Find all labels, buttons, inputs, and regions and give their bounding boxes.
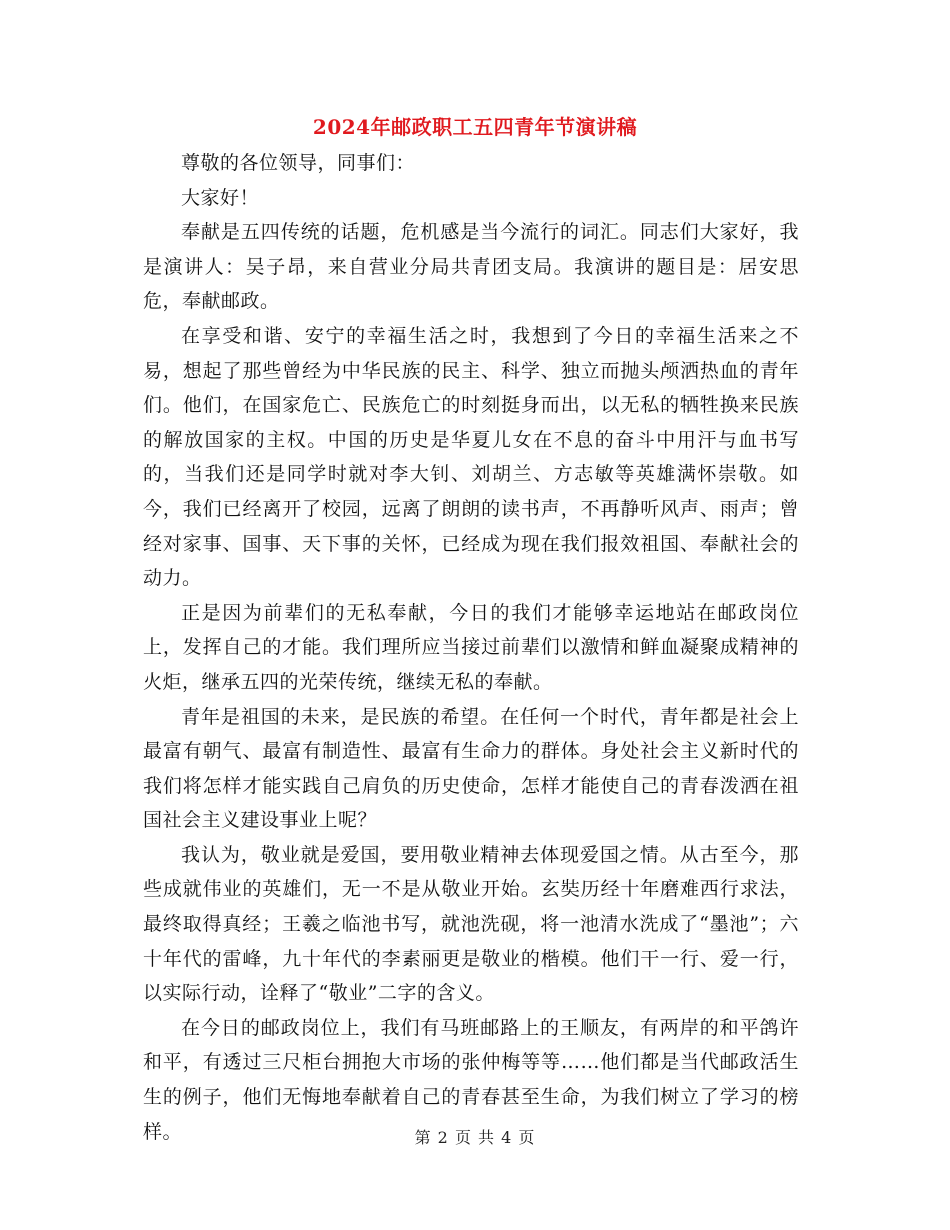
body-paragraph: 奉献是五四传统的话题，危机感是当今流行的词汇。同志们大家好，我是演讲人：吴子昂，来自营业分局共青团支局。我演讲的题目是：居安思危，奉献邮政。 [143,221,799,313]
body-paragraph: 在今日的邮政岗位上，我们有马班邮路上的王顺友，有两岸的和平鸽许和平，有透过三尺柜台拥抱大市场的张仲梅等等……他们都是当代邮政活生生的例子，他们无悔地奉献着自己的青春甚至生命，为我们树立了学习的榜样。 [143,1016,799,1143]
body-paragraph: 在享受和谐、安宁的幸福生活之时，我想到了今日的幸福生活来之不易，想起了那些曾经为中华民族的民主、科学、独立而抛头颅洒热血的青年们。他们，在国家危亡、民族危亡的时刻挺身而出，以无私的牺牲换来民族的解放国家的主权。中国的历史是华夏儿女在不息的奋斗中用汗与血书写的，当我们还是同学时就对李大钊、刘胡兰、方志敏等英雄满怀崇敬。如今，我们已经离开了校园，远离了朗朗的读书声，不再静听风声、雨声；曾经对家事、国事、天下事的关怀，已经成为现在我们报效祖国、奉献社会的动力。 [143,324,799,590]
body-paragraph: 青年是祖国的未来，是民族的希望。在任何一个时代，青年都是社会上最富有朝气、最富有制造性、最富有生命力的群体。身处社会主义新时代的我们将怎样才能实践自己肩负的历史使命，怎样才能使自己的青春泼洒在祖国社会主义建设事业上呢？ [143,705,799,832]
greeting-paragraph: 大家好！ [181,186,260,209]
page-number-footer: 第 2 页 共 4 页 [414,1128,536,1147]
document-body [143,146,799,1149]
body-paragraph: 正是因为前辈们的无私奉献，今日的我们才能够幸运地站在邮政岗位上，发挥自己的才能。我们理所应当接过前辈们以激情和鲜血凝聚成精神的火炬，继承五四的光荣传统，继续无私的奉献。 [143,601,799,693]
salutation-paragraph: 尊敬的各位领导，同事们： [181,152,416,174]
document-title: 2024年邮政职工五四青年节演讲稿 [312,115,638,139]
body-paragraph: 我认为，敬业就是爱国，要用敬业精神去体现爱国之情。从古至今，那些成就伟业的英雄们，无一不是从敬业开始。玄奘历经十年磨难西行求法，最终取得真经；王羲之临池书写，就池洗砚，将一池清水洗成了“墨池”；六十年代的雷峰，九十年代的李素丽更是敬业的楷模。他们干一行、爱一行，以实际行动，诠释了“敬业”二字的含义。 [143,843,799,1005]
